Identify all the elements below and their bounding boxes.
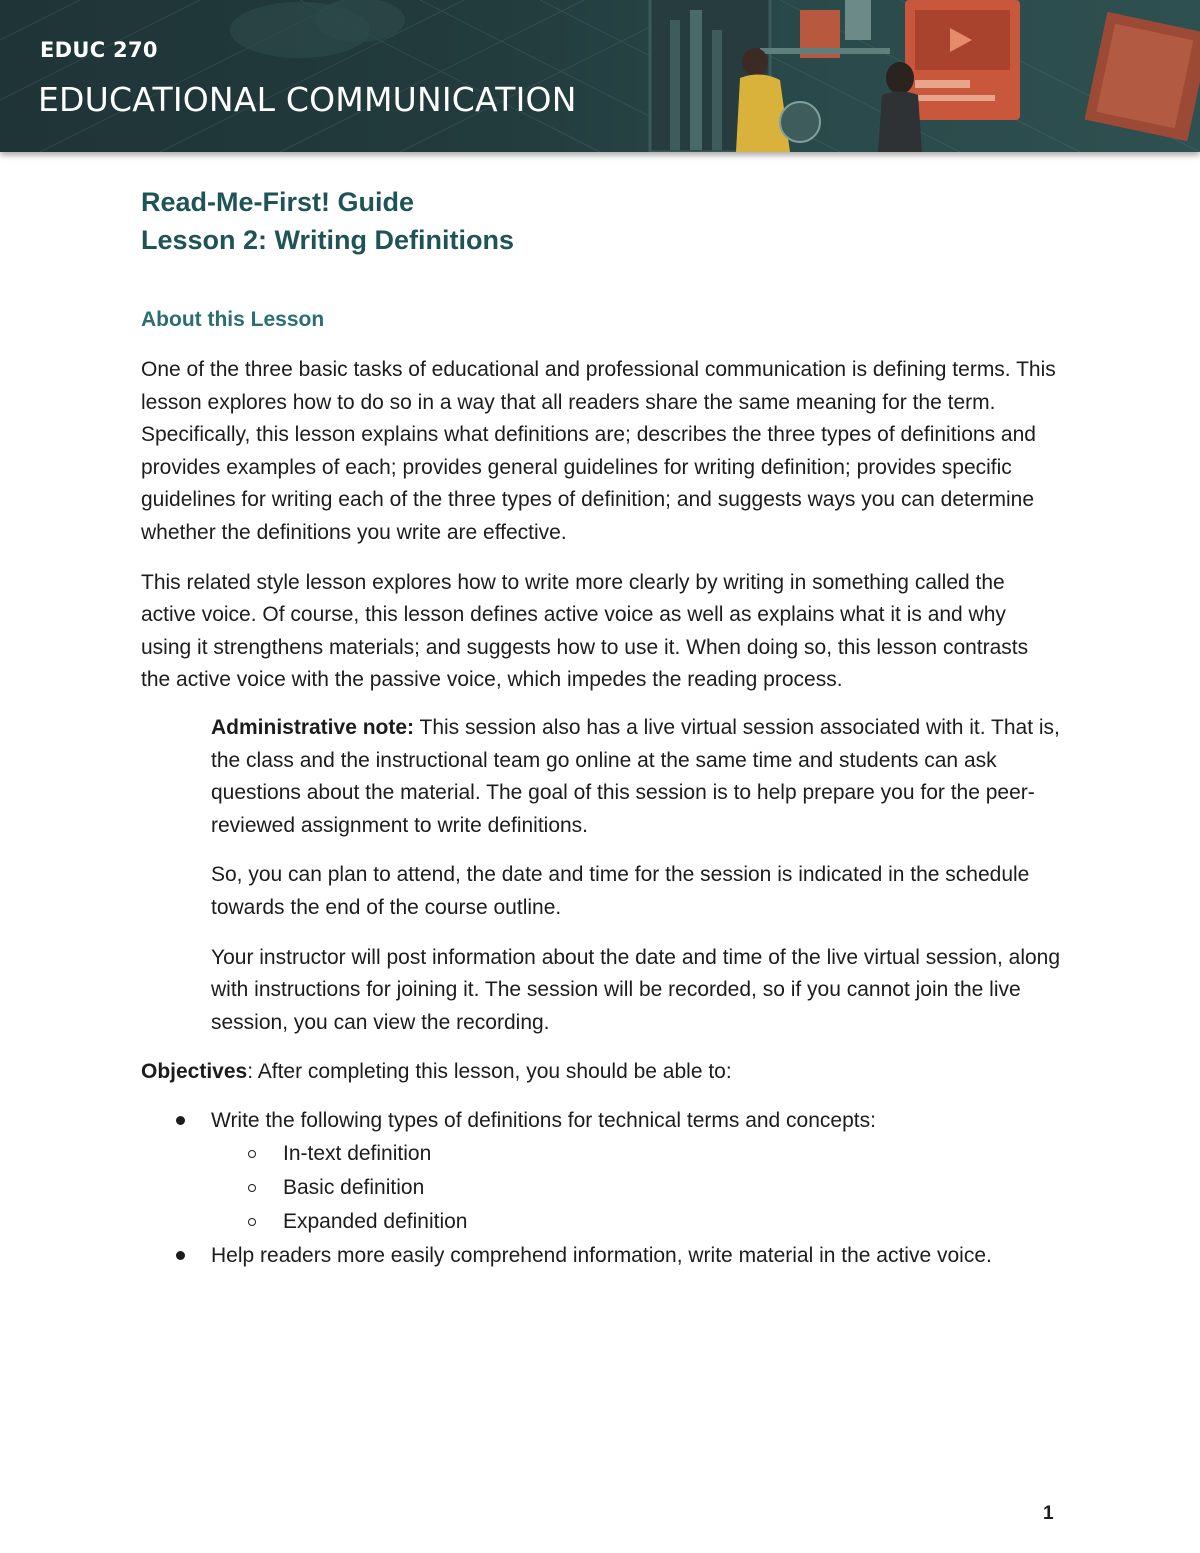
- objective-item-text: Write the following types of definitions for technical terms and concepts:: [211, 1108, 876, 1132]
- objective-item-text: Help readers more easily comprehend information, write material in the active voice.: [211, 1243, 992, 1267]
- admin-note-text: This session also has a live virtual session associated with it. That is, the class and the instructional team go online at the same time and students can ask questions about the material. The goal of this session is to help prepare you for the peer-reviewed assignment to write definitions.: [211, 715, 1060, 837]
- course-title: EDUCATIONAL COMMUNICATION: [38, 80, 577, 119]
- objective-item: [141, 1239, 1061, 1272]
- admin-note-paragraph-2: So, you can plan to attend, the date and time for the session is indicated in the schedule towards the end of the course outline.: [211, 863, 1030, 919]
- about-heading: About this Lesson: [141, 308, 325, 331]
- page-number: 1: [1043, 1503, 1054, 1524]
- title-line-2: Lesson 2: Writing Definitions: [141, 225, 515, 255]
- objectives-list: [141, 1104, 1061, 1272]
- sub-list-item: Expanded definition: [211, 1205, 1061, 1239]
- about-paragraph-1: One of the three basic tasks of educational and professional communication is defining terms. This lesson explores how to do so in a way that all readers share the same meaning for the term. Specifically, this lesson explains what definitions are; describes the three types of definitions and provides examples of each; provides general guidelines for writing definition; provides specific guidelines for writing each of the three types of definition; and suggests ways you can determine whether the definitions you write are effective.: [141, 358, 1056, 544]
- definition-types-list: [211, 1137, 1061, 1239]
- title-line-1: Read-Me-First! Guide: [141, 187, 415, 217]
- header-banner: [0, 0, 1200, 152]
- about-paragraph-2: This related style lesson explores how to write more clearly by writing in something called the active voice. Of course, this lesson defines active voice as well as explains what it is and why using it strengthens materials; and suggests how to use it. When doing so, this lesson contrasts the active voice with the passive voice, which impedes the reading process.: [141, 570, 1029, 692]
- document-body: [141, 183, 1061, 1272]
- admin-note-paragraph: [211, 712, 1061, 842]
- admin-note-label: Administrative note:: [211, 715, 415, 739]
- document-title: [141, 183, 1061, 259]
- sub-list-item: In-text definition: [211, 1137, 1061, 1171]
- objectives-intro-text: : After completing this lesson, you should be able to:: [247, 1060, 732, 1084]
- objective-item: [141, 1104, 1061, 1239]
- admin-note-block: [211, 712, 1061, 1039]
- banner-illustration: [0, 0, 1200, 152]
- course-code: EDUC 270: [40, 38, 158, 62]
- objectives-label: Objectives: [141, 1060, 248, 1084]
- admin-note-paragraph-3: Your instructor will post information about the date and time of the live virtual session, along with instructions for joining it. The session will be recorded, so if you cannot join the live session, you can view the recording.: [211, 945, 1061, 1034]
- objectives-intro: [141, 1056, 1061, 1089]
- sub-list-item: Basic definition: [211, 1171, 1061, 1205]
